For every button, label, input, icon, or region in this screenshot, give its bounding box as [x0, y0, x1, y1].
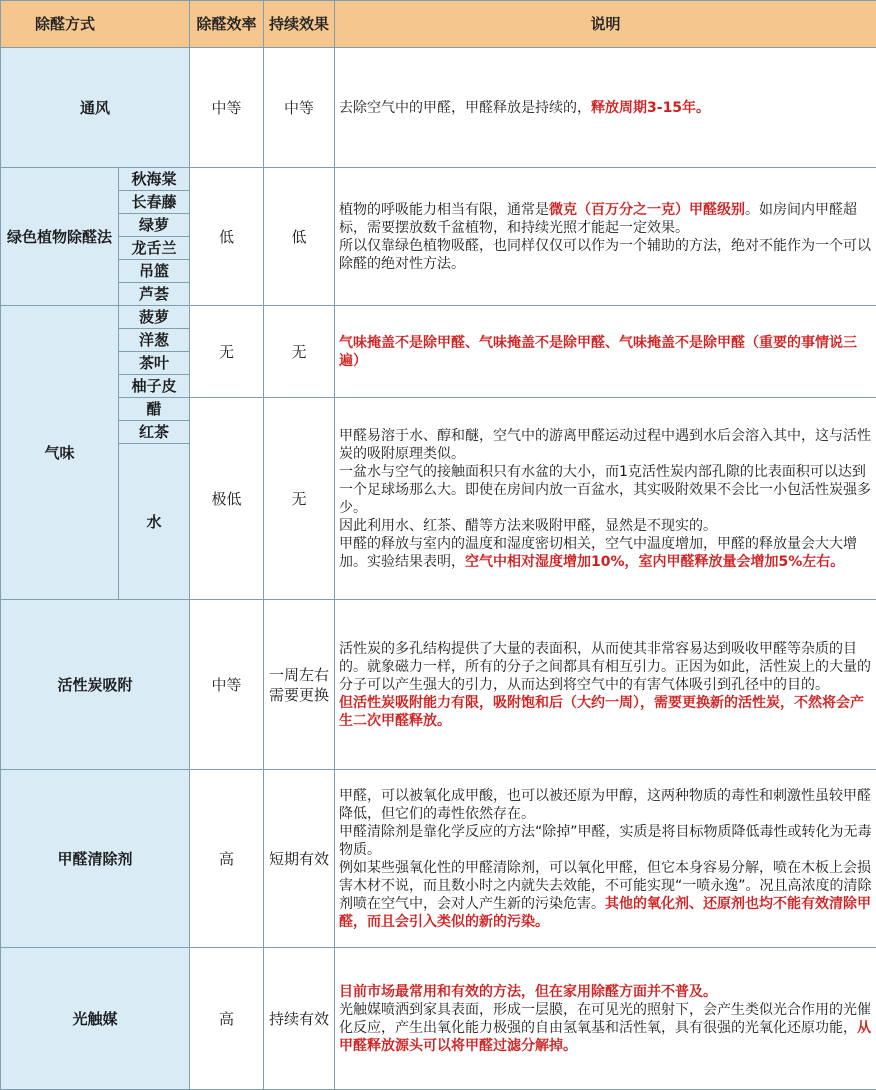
desc-highlight: 空气中相对湿度增加10%，室内甲醛释放量会增加5%左右。 [465, 553, 845, 570]
description-cleaner [335, 770, 876, 948]
efficiency-carbon: 中等 [190, 600, 264, 770]
row-photocatalyst [1, 948, 876, 1090]
desc-highlight: 从甲醛释放源头可以将甲醛过滤分解掉。 [339, 1019, 872, 1054]
row-carbon [1, 600, 876, 770]
plant-item: 芦荟 [119, 283, 190, 306]
odor-item: 茶叶 [119, 352, 190, 375]
desc-text: 甲醛清除剂是靠化学反应的方法“除掉”甲醛，实质是将目标物质降低毒性或转化为无毒物质。 [339, 823, 872, 858]
method-plants: 绿色植物除醛法 [1, 168, 119, 306]
desc-text: 甲醛易溶于水、醇和醚，空气中的游离甲醛运动过程中遇到水后会溶入其中，这与活性炭的吸附原理类似。 [339, 427, 872, 462]
duration-ventilation: 中等 [264, 48, 335, 168]
desc-highlight: 目前市场最常用和有效的方法，但在家用除醛方面并不普及。 [339, 983, 718, 1000]
row-odor [1, 306, 876, 329]
row-plants [1, 168, 876, 191]
odor-item-water: 水 [119, 444, 190, 600]
row-cleaner [1, 770, 876, 948]
description-plants [335, 168, 876, 306]
odor-item: 洋葱 [119, 329, 190, 352]
desc-text: 。如房间内甲醛超标，需要摆放数千盆植物，和持续光照才能起一定效果。 [339, 201, 858, 236]
duration-odor-water: 无 [264, 398, 335, 600]
efficiency-odor-water: 极低 [190, 398, 264, 600]
header-efficiency: 除醛效率 [190, 1, 264, 48]
duration-odor-masking: 无 [264, 306, 335, 398]
plant-item: 秋海棠 [119, 168, 190, 191]
desc-highlight: 气味掩盖不是除甲醛、气味掩盖不是除甲醛、气味掩盖不是除甲醛（重要的事情说三遍） [339, 334, 858, 369]
desc-highlight: 微克（百万分之一克）甲醛级别 [549, 201, 746, 218]
row-ventilation [1, 48, 876, 168]
desc-text: 去除空气中的甲醛，甲醛释放是持续的， [339, 99, 592, 116]
duration-plants: 低 [264, 168, 335, 306]
plant-item: 长春藤 [119, 191, 190, 214]
desc-highlight: 但活性炭吸附能力有限，吸附饱和后（大约一周），需要更换新的活性炭，不然将会产生二次甲醛释放。 [339, 694, 865, 729]
method-ventilation: 通风 [1, 48, 190, 168]
method-odor: 气味 [1, 306, 119, 600]
desc-text: 活性炭的多孔结构提供了大量的表面积，从而使其非常容易达到吸收甲醛等杂质的目的。就象磁力一样，所有的分子之间都具有相互引力。正因为如此，活性炭上的大量的分子可以产生强大的引力，从而达到将空气中的有害气体吸引到孔径中的目的。 [339, 640, 872, 693]
desc-highlight: 其他的氧化剂、还原剂也均不能有效清除甲醛，而且会引入类似的新的污染。 [339, 895, 872, 930]
desc-text: 甲醛的释放与室内的温度和湿度密切相关，空气中温度增加，甲醛的释放量会大大增加。实验结果表明， [339, 535, 858, 570]
desc-text: 例如某些强氧化性的甲醛清除剂，可以氧化甲醛，但它本身容易分解，喷在木板上会损害木材不说，而且数小时之内就失去效能，不可能实现“一喷永逸”。况且高浓度的清除剂喷在空气中，会对人产生新的污染危害。 [339, 859, 872, 912]
description-carbon [335, 600, 876, 770]
desc-text: 植物的呼吸能力相当有限，通常是 [339, 201, 550, 218]
header-method: 除醛方式 [1, 1, 190, 48]
description-ventilation [335, 48, 876, 168]
plant-item: 吊篮 [119, 260, 190, 283]
odor-item: 醋 [119, 398, 190, 421]
efficiency-plants: 低 [190, 168, 264, 306]
desc-text: 光触媒喷洒到家具表面，形成一层膜，在可见光的照射下，会产生类似光合作用的光催化反应，产生出氧化能力极强的自由氢氧基和活性氧，具有很强的光氧化还原功能， [339, 1001, 872, 1036]
desc-text: 甲醛，可以被氧化成甲酸，也可以被还原为甲醇，这两种物质的毒性和刺激性虽较甲醛降低，但它们的毒性依然存在。 [339, 787, 872, 822]
efficiency-ventilation: 中等 [190, 48, 264, 168]
plant-item: 绿萝 [119, 214, 190, 237]
duration-cleaner: 短期有效 [264, 770, 335, 948]
odor-item: 菠萝 [119, 306, 190, 329]
method-cleaner: 甲醛清除剂 [1, 770, 190, 948]
desc-highlight: 释放周期3-15年。 [591, 99, 711, 116]
description-odor-masking [335, 306, 876, 398]
header-row [1, 1, 876, 48]
efficiency-odor-masking: 无 [190, 306, 264, 398]
description-odor-water [335, 398, 876, 600]
desc-text: 所以仅靠绿色植物吸醛，也同样仅仅可以作为一个辅助的方法，绝对不能作为一个可以除醛的绝对性方法。 [339, 237, 872, 272]
method-photocatalyst: 光触媒 [1, 948, 190, 1090]
efficiency-cleaner: 高 [190, 770, 264, 948]
desc-text: 一盆水与空气的接触面积只有水盆的大小，而1克活性炭内部孔隙的比表面积可以达到一个足球场那么大。即使在房间内放一百盆水，其实吸附效果不会比一小包活性炭强多少。 [339, 463, 872, 516]
method-carbon: 活性炭吸附 [1, 600, 190, 770]
header-duration: 持续效果 [264, 1, 335, 48]
odor-item: 红茶 [119, 421, 190, 444]
efficiency-photocatalyst: 高 [190, 948, 264, 1090]
duration-photocatalyst: 持续有效 [264, 948, 335, 1090]
header-description: 说明 [335, 1, 876, 48]
description-photocatalyst [335, 948, 876, 1090]
odor-item: 柚子皮 [119, 375, 190, 398]
desc-text: 因此利用水、红茶、醋等方法来吸附甲醛，显然是不现实的。 [339, 517, 718, 534]
duration-carbon: 一周左右需要更换 [264, 600, 335, 770]
plant-item: 龙舌兰 [119, 237, 190, 260]
